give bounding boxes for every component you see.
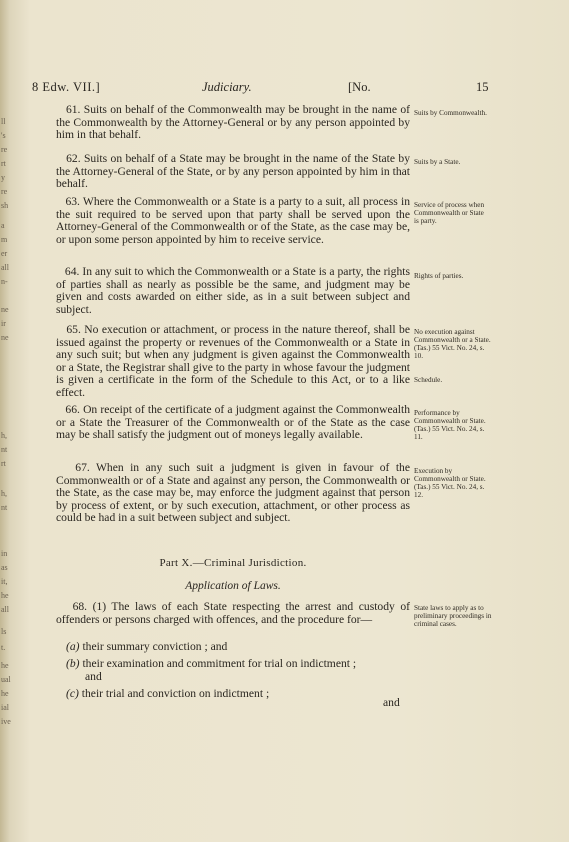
gutter-fragment: ne bbox=[1, 333, 9, 342]
marginal-note: No execution against Commonwealth or a State. (Tas.) 55 Vict. No. 24, s. 10. bbox=[414, 328, 491, 360]
gutter-fragment: y bbox=[1, 173, 5, 182]
gutter-fragment: as bbox=[1, 563, 8, 572]
gutter-fragment: ne bbox=[1, 305, 9, 314]
marginal-note: Execution by Commonwealth or State. (Tas.) 55 Vict. No. 24, s. 12. bbox=[414, 467, 486, 499]
trailing-and: and bbox=[383, 696, 400, 709]
gutter-fragment: ls bbox=[1, 627, 7, 636]
gutter-fragment: sh bbox=[1, 201, 9, 210]
running-header bbox=[32, 80, 532, 98]
section-62 bbox=[56, 153, 410, 191]
item-text: their trial and conviction on indictment ; bbox=[81, 687, 270, 700]
section-61 bbox=[56, 104, 410, 142]
section-number: 61. bbox=[65, 103, 81, 116]
section-number: 65. bbox=[66, 323, 81, 336]
gutter-fragment: re bbox=[1, 187, 8, 196]
gutter-fragment: h, bbox=[1, 489, 7, 498]
section-text: Suits on behalf of a State may be brought in the name of the State by the Attorney-General of the State, or by any person appointed by him in that behalf. bbox=[56, 152, 411, 191]
gutter-fragment: ll bbox=[1, 117, 6, 126]
section-63 bbox=[56, 196, 410, 246]
item-text: their summary conviction ; and bbox=[82, 640, 228, 653]
gutter-fragment: he bbox=[1, 591, 9, 600]
gutter-fragment: h, bbox=[1, 431, 7, 440]
gutter-fragment: re bbox=[1, 145, 8, 154]
gutter-fragment: ial bbox=[1, 703, 9, 712]
item-label: (b) bbox=[66, 657, 80, 670]
gutter-fragment: nt bbox=[1, 503, 8, 512]
list-item bbox=[66, 641, 410, 654]
section-number: 62. bbox=[66, 152, 81, 165]
section-text: Suits on behalf of the Commonwealth may be brought in the name of the Commonwealth by the Attorney-General or by any person appointed by him in that behalf. bbox=[56, 103, 411, 142]
gutter-fragment: t. bbox=[1, 643, 6, 652]
section-text: On receipt of the certificate of a judgment against the Commonwealth or a State the Treasurer of the Commonwealth or of the State as the case may be shall satisfy the judgment out of moneys legally available. bbox=[56, 403, 410, 442]
section-66 bbox=[56, 404, 410, 442]
gutter-fragment: rt bbox=[1, 459, 6, 468]
item-continuation: and bbox=[85, 669, 102, 683]
gutter-fragment: he bbox=[1, 689, 9, 698]
gutter-fragment: 's bbox=[1, 131, 6, 140]
gutter-fragment: n- bbox=[1, 277, 8, 286]
gutter-fragment: ir bbox=[1, 319, 6, 328]
section-64 bbox=[56, 266, 410, 316]
section-number: 64. bbox=[64, 265, 80, 278]
section-number: 66. bbox=[65, 403, 80, 416]
section-text: No execution or attachment, or process in the nature thereof, shall be issued against the property or revenues of the Commonwealth or a State in any such suit; but when any judgment is given against the Commonwealth or a State, the Registrar shall give to the party in whose favour the judgment is given a certificate in the form of the Schedule to this Act, or to a like effect. bbox=[56, 323, 410, 399]
section-number: 68. bbox=[72, 600, 88, 613]
adjacent-page-gutter bbox=[0, 110, 14, 730]
gutter-fragment: nt bbox=[1, 445, 8, 454]
section-text: Where the Commonwealth or a State is a party to a suit, all process in the suit required to be served upon that party shall be served upon the Attorney-General of the Commonwealth or of the State, as the case may be, or upon some person appointed by him to receive service. bbox=[56, 195, 410, 246]
part-subheading: Application of Laws. bbox=[185, 580, 281, 592]
section-65 bbox=[56, 324, 410, 400]
item-label: (c) bbox=[66, 687, 79, 700]
item-text: their examination and commitment for trial on indictment ; bbox=[82, 657, 357, 670]
marginal-note: State laws to apply as to preliminary proceedings in criminal cases. bbox=[414, 604, 492, 628]
marginal-note: Rights of parties. bbox=[414, 272, 464, 280]
gutter-fragment: er bbox=[1, 249, 8, 258]
header-number: [No. bbox=[348, 80, 371, 94]
gutter-fragment: m bbox=[1, 235, 8, 244]
gutter-fragment: all bbox=[1, 605, 9, 614]
section-text: When in any such suit a judgment is given in favour of the Commonwealth or of a State and against any person, the Commonwealth or the State, as the case may be, may enforce the judgment against that person by process of extent, or by such execution, attachment, or other process as could be had in a suit between subject and subject. bbox=[56, 461, 410, 525]
header-regnal-year: 8 Edw. VII.] bbox=[32, 80, 101, 94]
section-68 bbox=[56, 601, 410, 626]
list-item bbox=[66, 658, 410, 683]
part-heading: Part X.—Criminal Jurisdiction. bbox=[159, 557, 307, 569]
gutter-fragment: it, bbox=[1, 577, 8, 586]
gutter-fragment: ive bbox=[1, 717, 11, 726]
gutter-fragment: a bbox=[1, 221, 5, 230]
list-item bbox=[66, 688, 410, 701]
gutter-fragment: he bbox=[1, 661, 9, 670]
gutter-fragment: in bbox=[1, 549, 8, 558]
gutter-fragment: rt bbox=[1, 159, 6, 168]
marginal-note: Suits by a State. bbox=[414, 158, 461, 166]
section-text: (1) The laws of each State respecting the arrest and custody of offenders or persons charged with offences, and the procedure for— bbox=[56, 600, 410, 626]
section-67 bbox=[56, 462, 410, 525]
marginal-note: Performance by Commonwealth or State. (Tas.) 55 Vict. No. 24, s. 11. bbox=[414, 409, 486, 441]
marginal-note: Suits by Commonwealth. bbox=[414, 109, 487, 117]
section-number: 67. bbox=[75, 461, 90, 474]
gutter-fragment: ual bbox=[1, 675, 11, 684]
item-label: (a) bbox=[66, 640, 80, 653]
header-title: Judiciary. bbox=[202, 80, 252, 94]
gutter-fragment: all bbox=[1, 263, 9, 272]
section-text: In any suit to which the Commonwealth or a State is a party, the rights of parties shall as nearly as possible be the same, and judgment may be given and costs awarded on either side, as in a suit between subject and subject. bbox=[56, 265, 410, 316]
marginal-note-schedule: Schedule. bbox=[414, 376, 443, 384]
marginal-note: Service of process when Commonwealth or State is party. bbox=[414, 201, 485, 225]
section-number: 63. bbox=[65, 195, 80, 208]
page-number: 15 bbox=[476, 80, 489, 94]
